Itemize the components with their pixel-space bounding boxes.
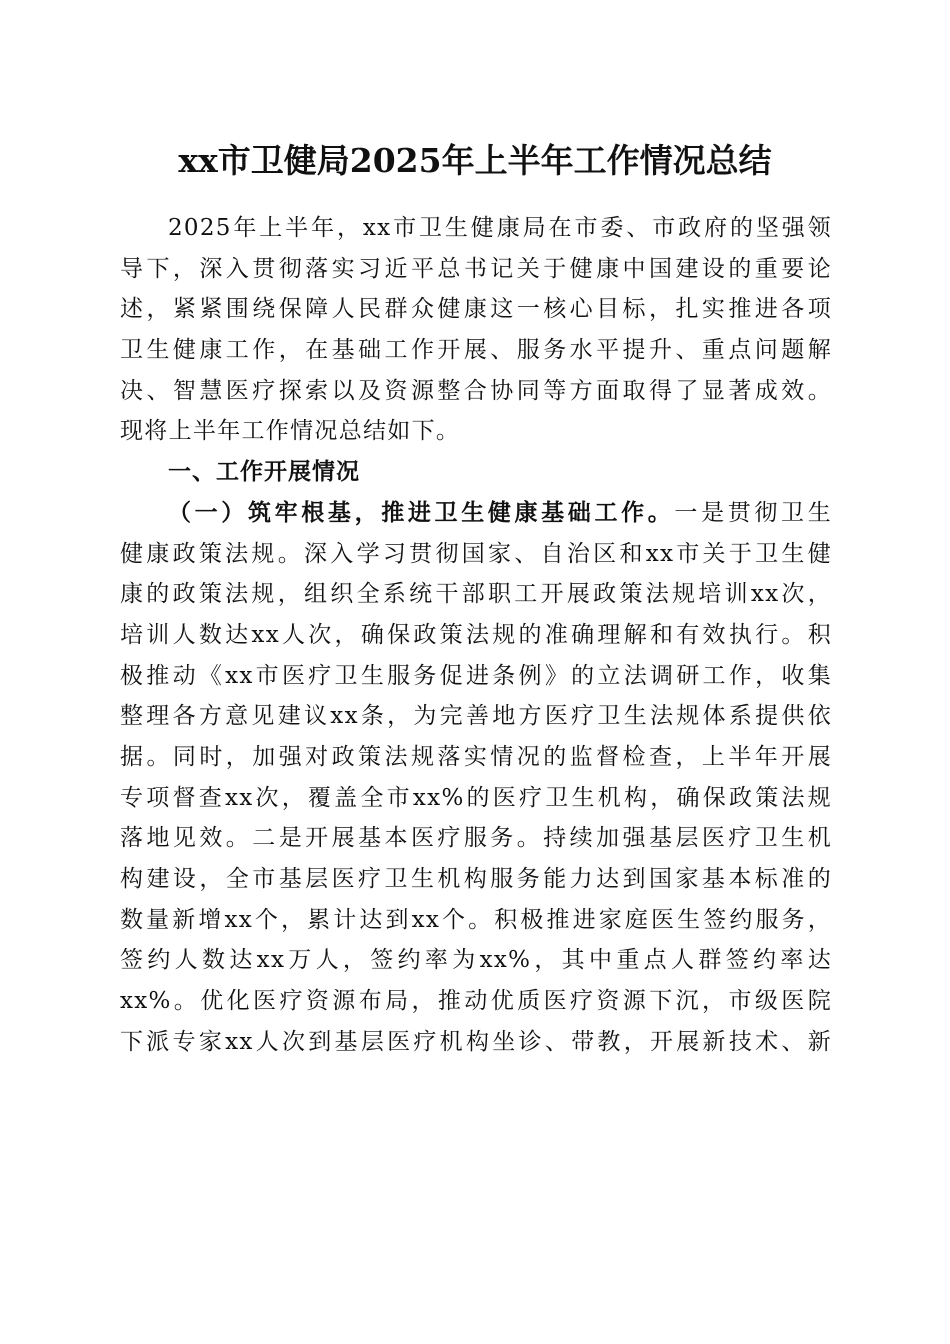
- text-line: [120, 493, 832, 534]
- intro-paragraph: [120, 208, 832, 452]
- text-line: 据。同时，加强对政策法规落实情况的监督检查，上半年开展: [120, 743, 832, 770]
- section-heading: 一、工作开展情况: [168, 459, 360, 486]
- text-line: 卫生健康工作，在基础工作开展、服务水平提升、重点问题解: [120, 337, 832, 364]
- text-line: 决、智慧医疗探索以及资源整合协同等方面取得了显著成效。: [120, 377, 832, 404]
- document-body: [120, 208, 832, 1062]
- text-line: 2025年上半年，xx市卫生健康局在市委、市政府的坚强领: [168, 215, 832, 241]
- text-line: xx%。优化医疗资源布局，推动优质医疗资源下沉，市级医院: [120, 988, 832, 1015]
- text-line: 数量新增xx个，累计达到xx个。积极推进家庭医生签约服务，: [120, 906, 832, 933]
- text-line: 导下，深入贯彻落实习近平总书记关于健康中国建设的重要论: [120, 255, 832, 282]
- text-line: 落地见效。二是开展基本医疗服务。持续加强基层医疗卫生机: [120, 825, 832, 852]
- text-line: 康的政策法规，组织全系统干部职工开展政策法规培训xx次，: [120, 581, 832, 608]
- text-line: 现将上半年工作情况总结如下。: [120, 418, 461, 445]
- text-run: 一是贯彻卫生: [674, 499, 832, 526]
- text-line: 健康政策法规。深入学习贯彻国家、自治区和xx市关于卫生健: [120, 540, 832, 567]
- text-line: 整理各方意见建议xx条，为完善地方医疗卫生法规体系提供依: [120, 703, 832, 730]
- text-line: 签约人数达xx万人，签约率为xx%，其中重点人群签约率达: [120, 947, 832, 974]
- page-title: xx市卫健局2025年上半年工作情况总结: [178, 141, 772, 180]
- subsection-heading: （一）筑牢根基，推进卫生健康基础工作。: [168, 498, 675, 526]
- text-line: 构建设，全市基层医疗卫生机构服务能力达到国家基本标准的: [120, 866, 832, 892]
- text-line: 下派专家xx人次到基层医疗机构坐诊、带教，开展新技术、新: [120, 1028, 832, 1055]
- text-line: 述，紧紧围绕保障人民群众健康这一核心目标，扎实推进各项: [120, 296, 832, 323]
- text-line: 极推动《xx市医疗卫生服务促进条例》的立法调研工作，收集: [120, 662, 832, 689]
- text-line: 专项督查xx次，覆盖全市xx%的医疗卫生机构，确保政策法规: [120, 784, 832, 811]
- subsection-paragraph: [120, 493, 832, 1063]
- text-line: 培训人数达xx人次，确保政策法规的准确理解和有效执行。积: [120, 621, 832, 648]
